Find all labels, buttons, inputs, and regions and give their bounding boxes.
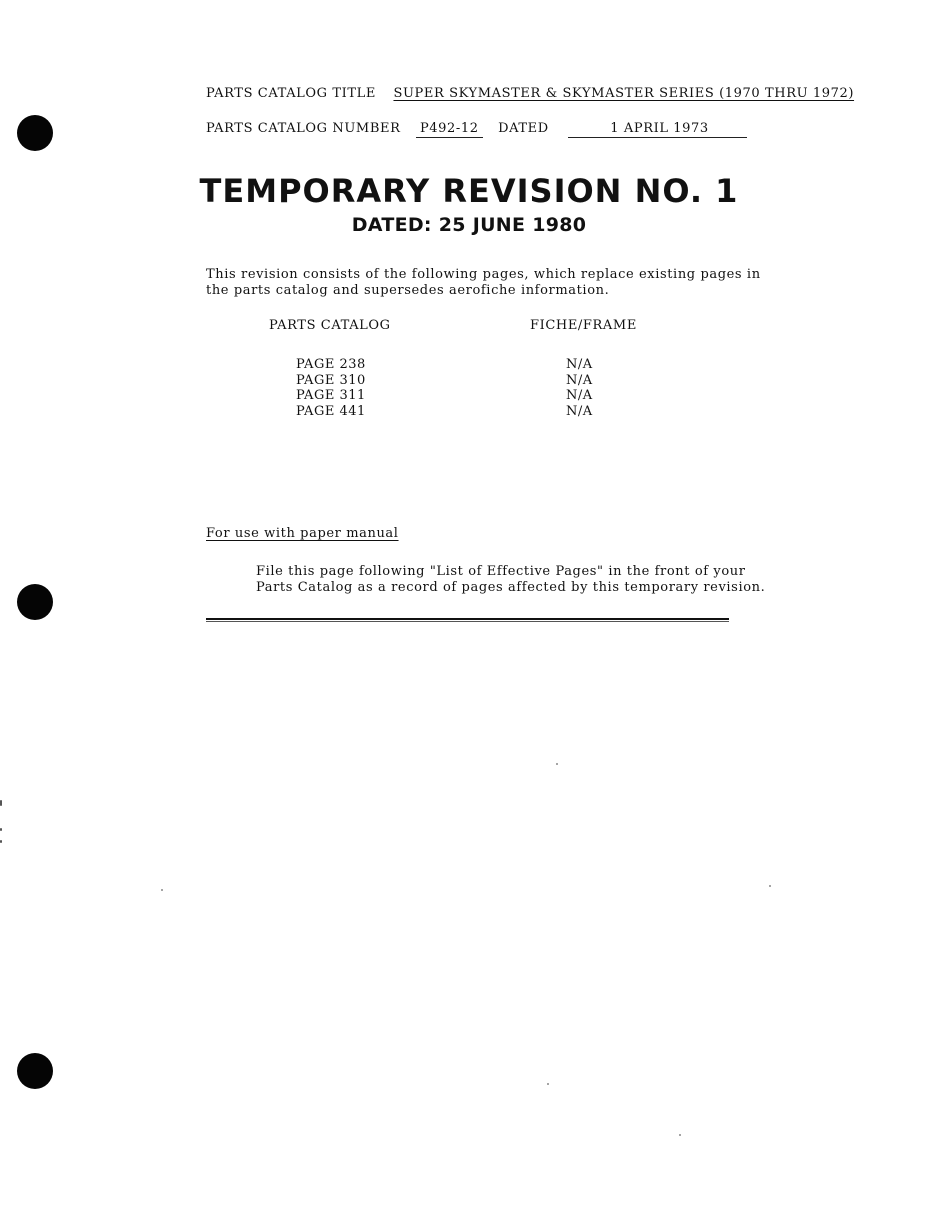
scan-speck (161, 889, 163, 891)
table-row-fiche: N/A (566, 357, 593, 372)
scan-speck (0, 800, 2, 806)
revision-title: TEMPORARY REVISION NO. 1 (199, 172, 739, 210)
table-row-page: PAGE 441 (296, 404, 366, 419)
dated-label: DATED (498, 121, 549, 136)
scan-speck (547, 1083, 549, 1085)
scan-speck (769, 885, 771, 887)
usage-line-1: File this page following "List of Effective Pages" in the front of your (256, 564, 746, 579)
scan-speck (0, 828, 2, 831)
catalog-number-value: P492-12 (416, 121, 483, 138)
bottom-rule-bottom (206, 621, 729, 622)
usage-heading: For use with paper manual (206, 526, 399, 541)
bottom-rule-top (206, 618, 729, 620)
catalog-title-label: PARTS CATALOG TITLE (206, 86, 376, 101)
binder-hole (17, 1053, 53, 1089)
binder-hole (17, 584, 53, 620)
catalog-number-row (206, 121, 747, 138)
catalog-title-row (206, 86, 854, 101)
table-row-page: PAGE 311 (296, 388, 366, 403)
scan-speck (0, 840, 2, 843)
table-row-fiche: N/A (566, 404, 593, 419)
catalog-number-label: PARTS CATALOG NUMBER (206, 121, 401, 136)
usage-line-2: Parts Catalog as a record of pages affected by this temporary revision. (256, 580, 766, 595)
dated-value: 1 APRIL 1973 (568, 121, 747, 138)
table-row-fiche: N/A (566, 388, 593, 403)
scan-speck (556, 763, 558, 765)
table-row-page: PAGE 238 (296, 357, 366, 372)
intro-line-1: This revision consists of the following pages, which replace existing pages in (206, 267, 761, 282)
col-header-fiche-frame: FICHE/FRAME (530, 318, 637, 333)
revision-date: DATED: 25 JUNE 1980 (351, 214, 587, 236)
intro-line-2: the parts catalog and supersedes aerofiche information. (206, 283, 610, 298)
col-header-parts-catalog: PARTS CATALOG (269, 318, 391, 333)
table-row-fiche: N/A (566, 373, 593, 388)
table-row-page: PAGE 310 (296, 373, 366, 388)
scan-speck (679, 1134, 681, 1136)
binder-hole (17, 115, 53, 151)
catalog-title-value: SUPER SKYMASTER & SKYMASTER SERIES (1970 THRU 1972) (393, 86, 855, 101)
